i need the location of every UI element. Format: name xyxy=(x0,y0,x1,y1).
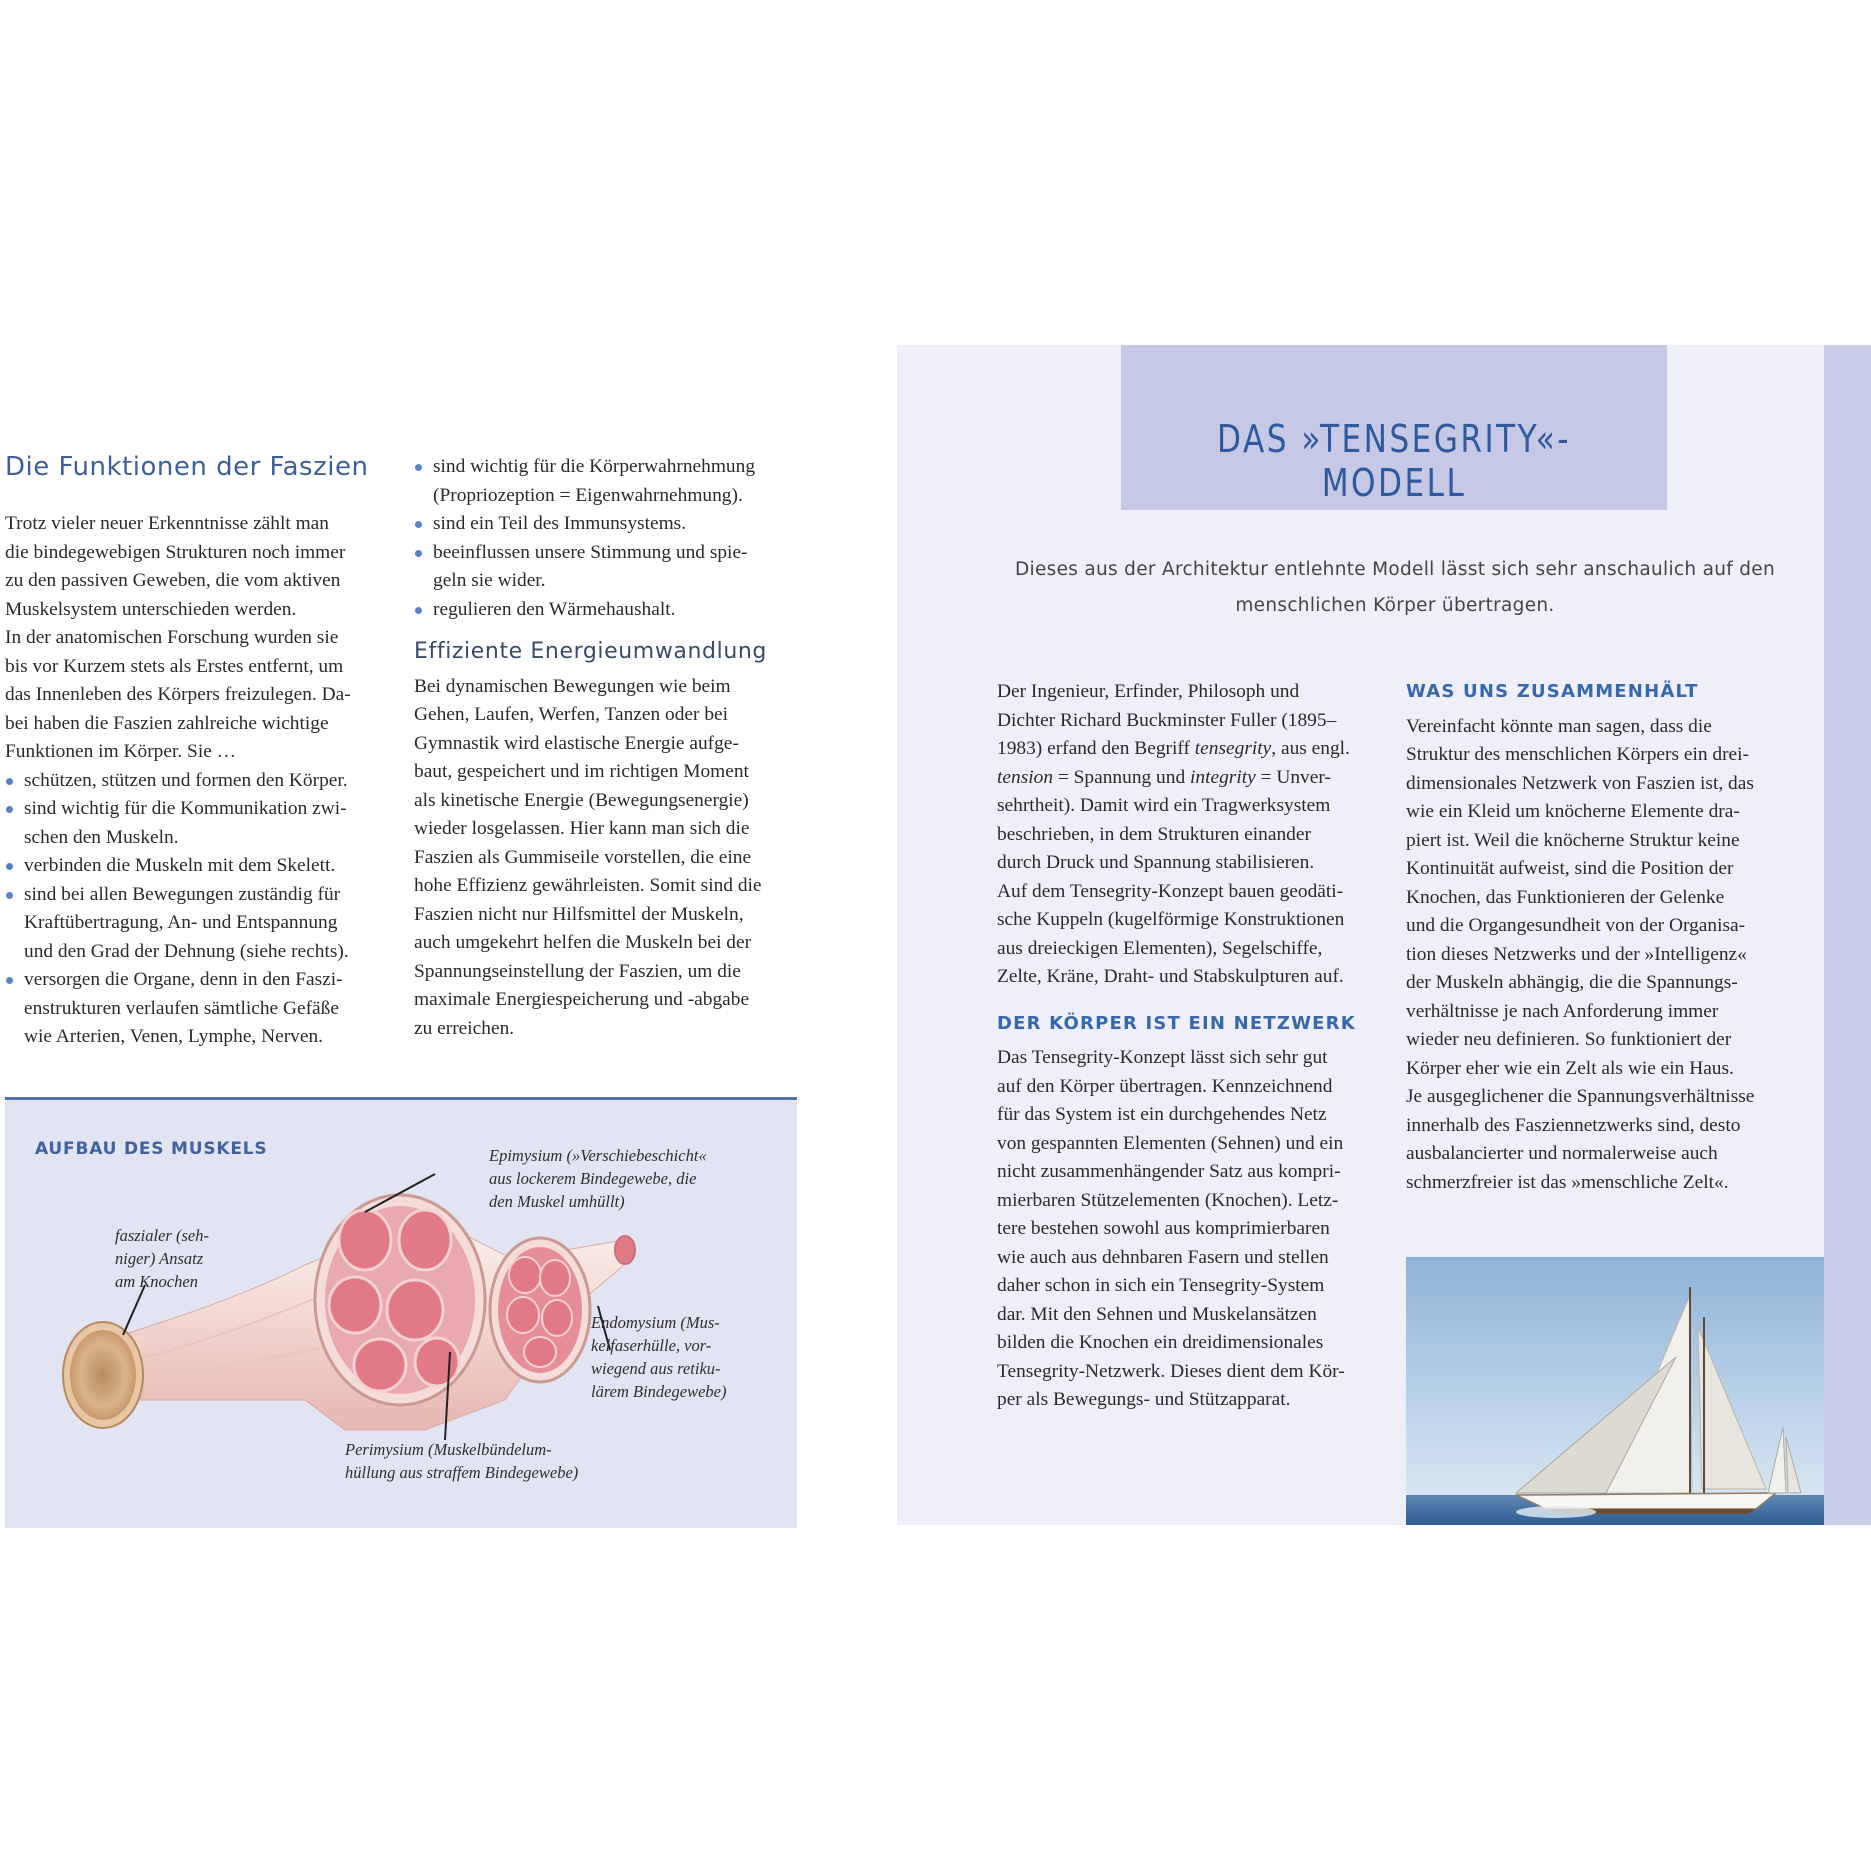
caption-epimysium: Epimysium (»Verschiebeschicht« aus lockerem Bindegewebe, die den Muskel umhüllt) xyxy=(489,1146,707,1211)
right-page-edge-strip xyxy=(1824,345,1871,1525)
right-column-2 xyxy=(1406,678,1806,1197)
list-item: regulieren den Wärmehaushalt. xyxy=(414,596,804,625)
function-list-2 xyxy=(414,453,804,624)
left-column-2 xyxy=(414,453,804,1043)
section-heading-netzwerk: DER KÖRPER IST EIN NETZWERK xyxy=(997,1012,1356,1034)
function-list-1 xyxy=(5,767,395,1052)
list-item: sind ein Teil des Immunsystems. xyxy=(414,510,804,539)
energy-subheading: Effiziente Energieumwandlung xyxy=(414,639,767,664)
title-banner xyxy=(1121,345,1667,510)
tensegrity-paragraph: Der Ingenieur, Erfinder, Philosoph und Dichter Richard Buckminster Fuller (1895– 1983) erfand den Begriff tensegrity, aus engl. tension = Spannung und integrity = Unver- sehrtheit). Damit wird ein Tragwerksystem beschrieben, in dem Strukturen einander durch Druck und Spannung stabilisieren. Auf dem Tensegrity-Konzept bauen geodäti- sche Kuppeln (kugelförmige Konstruktionen aus dreieckigen Elementen), Segelschiffe, Zelte, Kräne, Draht- und Stabskulpturen auf. xyxy=(997,681,1350,987)
muscle-box-title: AUFBAU DES MUSKELS xyxy=(35,1139,268,1159)
list-item: schützen, stützen und formen den Körper. xyxy=(5,767,395,796)
list-item: sind bei allen Bewegungen zuständig für Kraftübertragung, An- und Entspannung und den Grad der Dehnung (siehe rechts). xyxy=(5,881,395,967)
list-item: sind wichtig für die Körperwahrnehmung (Propriozeption = Eigenwahrnehmung). xyxy=(414,453,804,510)
list-item: verbinden die Muskeln mit dem Skelett. xyxy=(5,852,395,881)
caption-perimysium: Perimysium (Muskelbündelum- hüllung aus straffem Bindegewebe) xyxy=(345,1440,579,1482)
caption-endomysium: Endomysium (Mus- kelfaserhülle, vor- wiegend aus retiku- lärem Bindegewebe) xyxy=(591,1313,727,1401)
list-item: sind wichtig für die Kommunikation zwi- schen den Muskeln. xyxy=(5,795,395,852)
list-item: beeinflussen unsere Stimmung und spie- geln sie wider. xyxy=(414,539,804,596)
section-heading-zusammen: WAS UNS ZUSAMMENHÄLT xyxy=(1406,681,1699,702)
energy-paragraph: Bei dynamischen Bewegungen wie beim Gehen, Laufen, Werfen, Tanzen oder bei Gymnastik wird elastische Energie aufge- baut, gespeichert und im richtigen Moment als kinetische Energie (Bewegungsenergie) wieder losgelassen. Hier kann man sich die Faszien als Gummiseile vorstellen, die eine hohe Effizienz gewährleisten. Somit sind die Faszien nicht nur Hilfsmittel der Muskeln, auch umgekehrt helfen die Muskeln bei der Spannungseinstellung der Faszien, um die maximale Energiespeicherung und -abgabe zu erreichen. xyxy=(414,675,762,1039)
sailboat-illustration xyxy=(1406,1257,1824,1525)
left-column-1 xyxy=(5,510,395,1052)
muscle-structure-box xyxy=(5,1097,797,1528)
left-page-heading: Die Funktionen der Faszien xyxy=(5,452,369,482)
list-item: versorgen die Organe, denn in den Faszi- enstrukturen verlaufen sämtliche Gefäße wie Arterien, Venen, Lymphe, Nerven. xyxy=(5,966,395,1052)
page-title: DAS »TENSEGRITY«-MODELL xyxy=(1217,417,1571,505)
sailboat-photo xyxy=(1406,1257,1824,1525)
right-column-1 xyxy=(997,678,1392,1415)
intro-text: Dieses aus der Architektur entlehnte Modell lässt sich sehr anschaulich auf den menschlichen Körper übertragen. xyxy=(1014,559,1775,616)
caption-ansatz: faszialer (seh- niger) Ansatz am Knochen xyxy=(115,1226,209,1291)
netzwerk-paragraph: Das Tensegrity-Konzept lässt sich sehr gut auf den Körper übertragen. Kennzeichnend für das System ist ein durchgehendes Netz von gespannten Elementen (Sehnen) und ein nicht zusammenhängender Satz aus kompri- mierbaren Stützelementen (Knochen). Letz- tere bestehen sowohl aus komprimierbaren wie auch aus dehnbaren Fasern und stellen daher schon in sich ein Tensegrity-System dar. Mit den Sehnen und Muskelansätzen bilden die Knochen ein dreidimensionales Tensegrity-Netzwerk. Dieses dient dem Kör- per als Bewegungs- und Stützapparat. xyxy=(997,1047,1345,1410)
zusammen-paragraph: Vereinfacht könnte man sagen, dass die Struktur des menschlichen Körpers ein drei- dimensionales Netzwerk von Faszien ist, das wie ein Kleid um knöcherne Elemente dra- piert ist. Weil die knöcherne Struktur keine Kontinuität aufweist, sind die Position der Knochen, das Funktionieren der Gelenke und die Organgesundheit von der Organisa- tion dieses Netzwerks und der »Intelligenz« der Muskeln abhängig, die die Spannungs- verhältnisse je nach Anforderung immer wieder neu definieren. So funktioniert der Körper eher wie ein Zelt als wie ein Haus. Je ausgeglichener die Spannungsverhältnisse innerhalb des Fasziennetzwerks sind, desto ausbalancierter und normalerweise auch schmerzfreier ist das »menschliche Zelt«. xyxy=(1406,715,1755,1193)
intro-paragraph: Trotz vieler neuer Erkenntnisse zählt man die bindegewebigen Strukturen noch immer zu den passiven Geweben, die vom aktiven Muskelsystem unterschieden werden. In der anatomischen Forschung wurden sie bis vor Kurzem stets als Erstes entfernt, um das Innenleben des Körpers freizulegen. Da- bei haben die Faszien zahlreiche wichtige Funktionen im Körper. Sie … xyxy=(5,513,351,762)
